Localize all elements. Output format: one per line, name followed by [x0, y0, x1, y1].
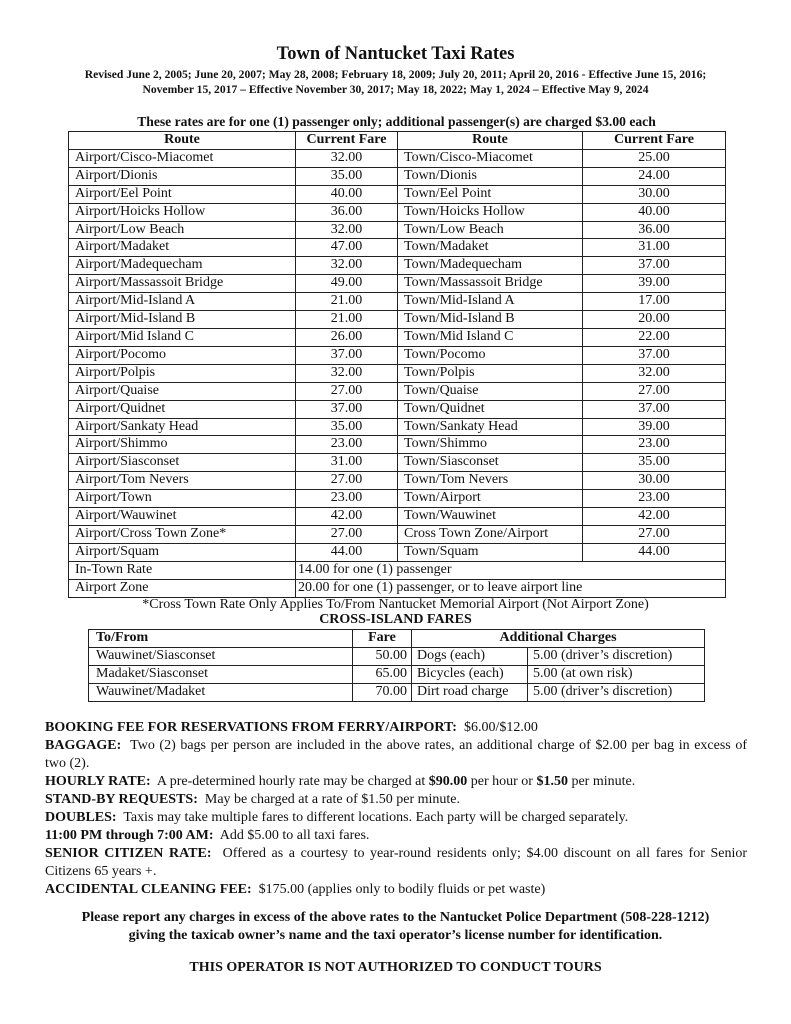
- town-route-cell: Town/Siasconset: [398, 454, 583, 472]
- airport-fare-cell: 27.00: [296, 382, 398, 400]
- table-row-in-town-rate: [69, 561, 726, 579]
- table-row: [69, 221, 726, 239]
- to-from-cell: Wauwinet/Siasconset: [89, 647, 353, 665]
- airport-fare-cell: 31.00: [296, 454, 398, 472]
- town-route-cell: Town/Madaket: [398, 239, 583, 257]
- fare-cell: 50.00: [353, 647, 412, 665]
- town-route-cell: Town/Hoicks Hollow: [398, 203, 583, 221]
- route-cell: In-Town Rate: [69, 561, 296, 579]
- town-fare-cell: 17.00: [583, 293, 726, 311]
- report-notice-line-2: giving the taxicab owner’s name and the taxi operator’s license number for identification.: [128, 928, 663, 943]
- town-route-cell: Town/Dionis: [398, 167, 583, 185]
- town-route-cell: Town/Polpis: [398, 364, 583, 382]
- airport-fare-cell: 47.00: [296, 239, 398, 257]
- rule-label: 11:00 PM through 7:00 AM:: [45, 828, 214, 843]
- charge-amount-cell: 5.00 (driver’s discretion): [528, 647, 705, 665]
- airport-fare-cell: 26.00: [296, 328, 398, 346]
- town-fare-cell: 20.00: [583, 311, 726, 329]
- table-row: [69, 346, 726, 364]
- town-fare-cell: 27.00: [583, 382, 726, 400]
- airport-route-cell: Airport/Hoicks Hollow: [69, 203, 296, 221]
- airport-fare-cell: 32.00: [296, 257, 398, 275]
- rule-text: May be charged at a rate of $1.50 per minute.: [204, 792, 461, 807]
- rule-text: per hour or: [470, 774, 533, 789]
- town-route-cell: Town/Pocomo: [398, 346, 583, 364]
- airport-fare-cell: 36.00: [296, 203, 398, 221]
- cleaning-fee-rule: [45, 881, 747, 899]
- airport-route-cell: Airport/Mid Island C: [69, 328, 296, 346]
- rule-label: BOOKING FEE FOR RESERVATIONS FROM FERRY/AIRPORT:: [45, 720, 457, 735]
- tours-disclaimer: THIS OPERATOR IS NOT AUTHORIZED TO CONDUCT TOURS: [189, 960, 602, 975]
- town-fare-cell: 39.00: [583, 275, 726, 293]
- town-fare-cell: 35.00: [583, 454, 726, 472]
- table-row: [69, 149, 726, 167]
- baggage-rule: [45, 737, 747, 773]
- table-header-row: [69, 132, 726, 150]
- airport-fare-cell: 32.00: [296, 149, 398, 167]
- rules-section: [45, 719, 747, 899]
- town-fare-cell: 42.00: [583, 508, 726, 526]
- table-row: [69, 543, 726, 561]
- cross-island-title: CROSS-ISLAND FARES: [319, 612, 472, 627]
- town-route-cell: Town/Low Beach: [398, 221, 583, 239]
- table-row: [69, 239, 726, 257]
- table-row: [69, 328, 726, 346]
- booking-fee-rule: [45, 719, 747, 737]
- rate-cell: 14.00 for one (1) passenger: [296, 561, 726, 579]
- fare-cell: 65.00: [353, 665, 412, 683]
- town-route-cell: Town/Madequecham: [398, 257, 583, 275]
- column-header-town-route: Route: [398, 132, 583, 150]
- airport-route-cell: Airport/Madaket: [69, 239, 296, 257]
- airport-fare-cell: 37.00: [296, 346, 398, 364]
- town-fare-cell: 30.00: [583, 472, 726, 490]
- town-route-cell: Town/Sankaty Head: [398, 418, 583, 436]
- town-fare-cell: 36.00: [583, 221, 726, 239]
- airport-route-cell: Airport/Tom Nevers: [69, 472, 296, 490]
- route-fares-table: [68, 131, 726, 598]
- table-row-airport-zone: [69, 579, 726, 597]
- town-fare-cell: 37.00: [583, 257, 726, 275]
- town-route-cell: Town/Squam: [398, 543, 583, 561]
- airport-fare-cell: 35.00: [296, 418, 398, 436]
- airport-fare-cell: 23.00: [296, 490, 398, 508]
- town-route-cell: Town/Mid Island C: [398, 328, 583, 346]
- town-fare-cell: 23.00: [583, 490, 726, 508]
- passenger-rate-note: These rates are for one (1) passenger only; additional passenger(s) are charged $3.00 each: [137, 114, 656, 129]
- senior-rate-rule: [45, 845, 747, 881]
- town-fare-cell: 40.00: [583, 203, 726, 221]
- fare-cell: 70.00: [353, 683, 412, 701]
- rule-text: Offered as a courtesy to year-round residents only; $4.00 discount on all fares for Senior Citizens 65 years +.: [45, 846, 747, 879]
- airport-route-cell: Airport/Quaise: [69, 382, 296, 400]
- town-fare-cell: 24.00: [583, 167, 726, 185]
- column-header-fare: Fare: [353, 630, 412, 648]
- table-row: [69, 167, 726, 185]
- report-notice-line-1: Please report any charges in excess of the above rates to the Nantucket Police Department (508-228-1212): [81, 910, 710, 925]
- table-header-row: [89, 630, 705, 648]
- cross-island-fares-table: [88, 629, 705, 702]
- table-row: [69, 275, 726, 293]
- rate-cell: 20.00 for one (1) passenger, or to leave airport line: [296, 579, 726, 597]
- column-header-to-from: To/From: [89, 630, 353, 648]
- rule-text: $6.00/$12.00: [463, 720, 538, 735]
- charge-name-cell: Bicycles (each): [412, 665, 528, 683]
- town-fare-cell: 22.00: [583, 328, 726, 346]
- route-cell: Airport Zone: [69, 579, 296, 597]
- airport-route-cell: Airport/Polpis: [69, 364, 296, 382]
- airport-route-cell: Airport/Quidnet: [69, 400, 296, 418]
- rule-text: Two (2) bags per person are included in the above rates, an additional charge of $2.00 per bag in excess of two (2).: [45, 738, 747, 771]
- charge-name-cell: Dirt road charge: [412, 683, 528, 701]
- airport-fare-cell: 32.00: [296, 364, 398, 382]
- table-row: [69, 185, 726, 203]
- town-route-cell: Town/Quaise: [398, 382, 583, 400]
- charge-amount-cell: 5.00 (driver’s discretion): [528, 683, 705, 701]
- airport-route-cell: Airport/Mid-Island B: [69, 311, 296, 329]
- town-route-cell: Town/Tom Nevers: [398, 472, 583, 490]
- airport-fare-cell: 49.00: [296, 275, 398, 293]
- airport-route-cell: Airport/Madequecham: [69, 257, 296, 275]
- airport-route-cell: Airport/Sankaty Head: [69, 418, 296, 436]
- airport-fare-cell: 42.00: [296, 508, 398, 526]
- town-fare-cell: 32.00: [583, 364, 726, 382]
- town-fare-cell: 27.00: [583, 525, 726, 543]
- town-fare-cell: 23.00: [583, 436, 726, 454]
- table-row: [69, 364, 726, 382]
- rule-label: ACCIDENTAL CLEANING FEE:: [45, 882, 252, 897]
- minute-price: $1.50: [536, 774, 568, 789]
- standby-rule: [45, 791, 747, 809]
- town-route-cell: Town/Cisco-Miacomet: [398, 149, 583, 167]
- airport-route-cell: Airport/Massassoit Bridge: [69, 275, 296, 293]
- airport-fare-cell: 23.00: [296, 436, 398, 454]
- table-row: [69, 418, 726, 436]
- table-row: [69, 203, 726, 221]
- town-route-cell: Town/Mid-Island A: [398, 293, 583, 311]
- revision-history-line-2: November 15, 2017 – Effective November 30, 2017; May 18, 2022; May 1, 2024 – Effective May 9, 2024: [142, 83, 649, 96]
- town-fare-cell: 30.00: [583, 185, 726, 203]
- airport-route-cell: Airport/Pocomo: [69, 346, 296, 364]
- airport-route-cell: Airport/Cross Town Zone*: [69, 525, 296, 543]
- airport-fare-cell: 40.00: [296, 185, 398, 203]
- table-row: [89, 665, 705, 683]
- airport-route-cell: Airport/Wauwinet: [69, 508, 296, 526]
- table-row: [89, 683, 705, 701]
- town-fare-cell: 31.00: [583, 239, 726, 257]
- rule-text: Add $5.00 to all taxi fares.: [219, 828, 370, 843]
- airport-fare-cell: 35.00: [296, 167, 398, 185]
- airport-route-cell: Airport/Mid-Island A: [69, 293, 296, 311]
- to-from-cell: Madaket/Siasconset: [89, 665, 353, 683]
- rule-label: HOURLY RATE:: [45, 774, 151, 789]
- table-row: [69, 257, 726, 275]
- town-route-cell: Town/Eel Point: [398, 185, 583, 203]
- table-row: [69, 454, 726, 472]
- airport-route-cell: Airport/Town: [69, 490, 296, 508]
- airport-route-cell: Airport/Low Beach: [69, 221, 296, 239]
- rule-text: per minute.: [571, 774, 636, 789]
- revision-history-line-1: Revised June 2, 2005; June 20, 2007; May 28, 2008; February 18, 2009; July 20, 2011; April 20, 2016 - Effective June 15, 2016;: [84, 68, 707, 81]
- night-surcharge-rule: [45, 827, 747, 845]
- town-route-cell: Town/Quidnet: [398, 400, 583, 418]
- to-from-cell: Wauwinet/Madaket: [89, 683, 353, 701]
- column-header-airport-fare: Current Fare: [296, 132, 398, 150]
- table-row: [69, 508, 726, 526]
- table-row: [69, 436, 726, 454]
- table-row: [89, 647, 705, 665]
- table-row: [69, 490, 726, 508]
- airport-route-cell: Airport/Dionis: [69, 167, 296, 185]
- column-header-town-fare: Current Fare: [583, 132, 726, 150]
- column-header-additional-charges: Additional Charges: [412, 630, 705, 648]
- town-route-cell: Town/Shimmo: [398, 436, 583, 454]
- rule-label: DOUBLES:: [45, 810, 117, 825]
- airport-fare-cell: 37.00: [296, 400, 398, 418]
- cross-town-footnote: *Cross Town Rate Only Applies To/From Nantucket Memorial Airport (Not Airport Zone): [142, 597, 649, 612]
- town-fare-cell: 44.00: [583, 543, 726, 561]
- town-route-cell: Town/Airport: [398, 490, 583, 508]
- page-title: Town of Nantucket Taxi Rates: [276, 44, 515, 64]
- airport-route-cell: Airport/Cisco-Miacomet: [69, 149, 296, 167]
- hourly-rate-rule: [45, 773, 747, 791]
- airport-fare-cell: 44.00: [296, 543, 398, 561]
- table-row: [69, 472, 726, 490]
- airport-route-cell: Airport/Siasconset: [69, 454, 296, 472]
- table-row: [69, 311, 726, 329]
- town-fare-cell: 25.00: [583, 149, 726, 167]
- town-fare-cell: 39.00: [583, 418, 726, 436]
- column-header-airport-route: Route: [69, 132, 296, 150]
- rule-label: STAND-BY REQUESTS:: [45, 792, 198, 807]
- charge-amount-cell: 5.00 (at own risk): [528, 665, 705, 683]
- airport-fare-cell: 32.00: [296, 221, 398, 239]
- town-route-cell: Town/Mid-Island B: [398, 311, 583, 329]
- town-fare-cell: 37.00: [583, 346, 726, 364]
- airport-route-cell: Airport/Squam: [69, 543, 296, 561]
- rule-label: SENIOR CITIZEN RATE:: [45, 846, 212, 861]
- report-notice: [0, 909, 791, 945]
- table-row: [69, 400, 726, 418]
- town-route-cell: Town/Massassoit Bridge: [398, 275, 583, 293]
- airport-fare-cell: 21.00: [296, 311, 398, 329]
- airport-fare-cell: 27.00: [296, 525, 398, 543]
- charge-name-cell: Dogs (each): [412, 647, 528, 665]
- airport-fare-cell: 27.00: [296, 472, 398, 490]
- rule-text: Taxis may take multiple fares to different locations. Each party will be charged separately.: [123, 810, 629, 825]
- rule-label: BAGGAGE:: [45, 738, 122, 753]
- rule-text: A pre-determined hourly rate may be charged at: [156, 774, 426, 789]
- table-row: [69, 293, 726, 311]
- hourly-price: $90.00: [428, 774, 468, 789]
- airport-fare-cell: 21.00: [296, 293, 398, 311]
- town-route-cell: Town/Wauwinet: [398, 508, 583, 526]
- rule-text: $175.00 (applies only to bodily fluids or pet waste): [258, 882, 546, 897]
- airport-route-cell: Airport/Eel Point: [69, 185, 296, 203]
- airport-route-cell: Airport/Shimmo: [69, 436, 296, 454]
- table-row: [69, 525, 726, 543]
- town-route-cell: Cross Town Zone/Airport: [398, 525, 583, 543]
- doubles-rule: [45, 809, 747, 827]
- town-fare-cell: 37.00: [583, 400, 726, 418]
- table-row: [69, 382, 726, 400]
